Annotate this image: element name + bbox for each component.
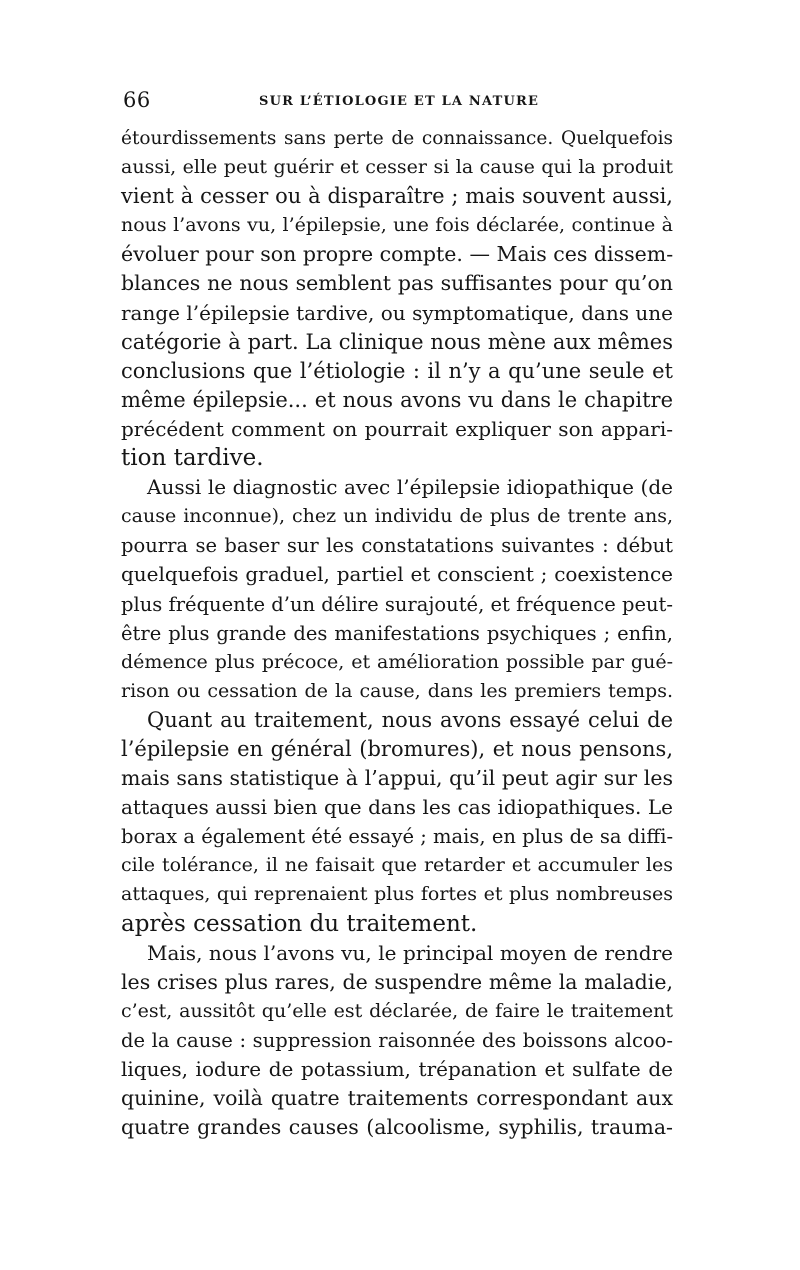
text-line: tion tardive.: [121, 445, 264, 472]
text-line: nous l’avons vu, l’épilepsie, une fois déclarée, continue à: [121, 214, 673, 237]
text-line: précédent comment on pourrait expliquer son appari-: [121, 416, 673, 441]
paragraph: [121, 939, 673, 1143]
text-line: c’est, aussitôt qu’elle est déclarée, de faire le traitement: [121, 999, 673, 1022]
text-line: attaques, qui reprenaient plus fortes et plus nombreuses: [121, 883, 673, 906]
running-head: SUR L’ÉTIOLOGIE ET LA NATURE: [259, 94, 540, 109]
text-line: quatre grandes causes (alcoolisme, syphilis, trauma-: [121, 1115, 673, 1140]
text-line: mais sans statistique à l’appui, qu’il peut agir sur les: [121, 766, 673, 791]
paragraph: [121, 473, 673, 706]
text-line: cile tolérance, il ne faisait que retarder et accumuler les: [121, 854, 673, 877]
text-body: [121, 124, 673, 1142]
text-line: après cessation du traitement.: [121, 910, 478, 937]
text-line: range l’épilepsie tardive, ou symptomatique, dans une: [121, 300, 673, 325]
text-line: liques, iodure de potassium, trépanation et sulfate de: [121, 1057, 673, 1081]
text-line: catégorie à part. La clinique nous mène aux mêmes: [121, 329, 673, 354]
text-line: être plus grande des manifestations psychiques ; enfin,: [121, 621, 673, 645]
text-line: quelquefois graduel, partiel et conscient ; coexistence: [121, 562, 673, 587]
text-line: cause inconnue), chez un individu de plus de trente ans,: [121, 505, 673, 528]
page-header: [121, 88, 673, 120]
page-number: 66: [123, 88, 151, 112]
book-page: [121, 88, 673, 1142]
text-line: même épilepsie... et nous avons vu dans le chapitre: [121, 387, 673, 412]
text-line: évoluer pour son propre compte. — Mais ces dissem-: [121, 242, 674, 267]
text-line: attaques aussi bien que dans les cas idiopathiques. Le: [121, 795, 673, 820]
text-line: Aussi le diagnostic avec l’épilepsie idiopathique (de: [147, 475, 673, 500]
text-line: les crises plus rares, de suspendre même la maladie,: [121, 969, 673, 994]
paragraph: [121, 706, 673, 939]
paragraph: [121, 124, 673, 473]
text-line: conclusions que l’étiologie : il n’y a qu’une seule et: [121, 358, 673, 383]
text-line: pourra se baser sur les constatations suivantes : début: [121, 534, 673, 558]
text-line: rison ou cessation de la cause, dans les premiers temps.: [121, 679, 673, 702]
text-line: démence plus précoce, et amélioration possible par gué-: [121, 650, 673, 673]
text-line: borax a également été essayé ; mais, en plus de sa diffi-: [121, 825, 674, 849]
text-line: de la cause : suppression raisonnée des boissons alcoo-: [121, 1028, 673, 1052]
text-line: vient à cesser ou à disparaître ; mais souvent aussi,: [121, 184, 673, 209]
text-line: l’épilepsie en général (bromures), et nous pensons,: [121, 736, 673, 761]
text-line: quinine, voilà quatre traitements correspondant aux: [121, 1086, 673, 1111]
text-line: Mais, nous l’avons vu, le principal moyen de rendre: [147, 940, 673, 965]
text-line: étourdissements sans perte de connaissance. Quelquefois: [121, 128, 673, 149]
text-line: blances ne nous semblent pas suffisantes pour qu’on: [121, 271, 673, 296]
text-line: aussi, elle peut guérir et cesser si la cause qui la produit: [121, 156, 673, 179]
text-line: plus fréquente d’un délire surajouté, et fréquence peut-: [121, 592, 673, 616]
text-line: Quant au traitement, nous avons essayé celui de: [147, 707, 673, 732]
